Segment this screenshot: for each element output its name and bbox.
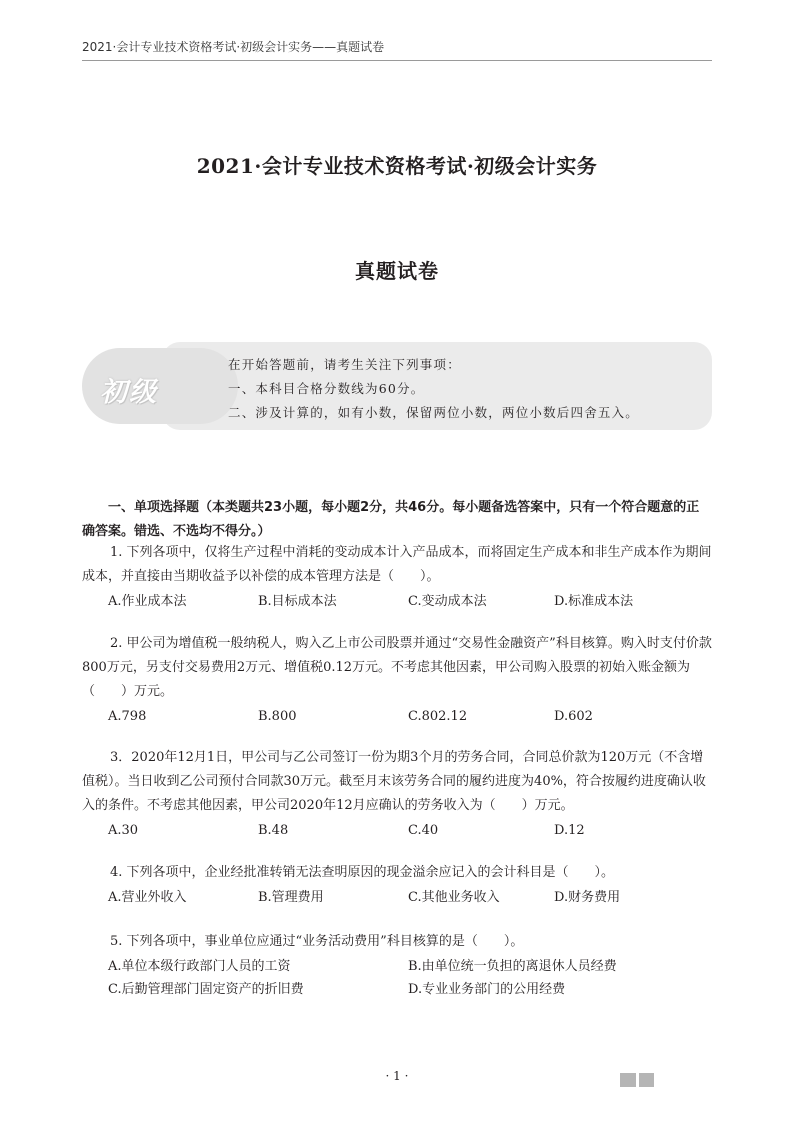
question-3: [82, 746, 712, 842]
option-d: D.标准成本法: [554, 594, 634, 609]
section-heading: 一、单项选择题（本类题共23小题，每小题2分，共46分。每小题备选答案中，只有一个符合题意的正确答案。错选、不选均不得分。）: [82, 500, 700, 539]
question-options: [82, 591, 712, 613]
footer-decoration: [620, 1073, 654, 1087]
question-stem: 1. 下列各项中，仅将生产过程中消耗的变动成本计入产品成本，而将固定生产成本和非生产成本作为期间成本，并直接由当期收益予以补偿的成本管理方法是（ ）。: [82, 545, 712, 584]
option-d: D.12: [554, 823, 585, 838]
option-c: C.802.12: [408, 709, 468, 724]
option-d: D.财务费用: [554, 890, 621, 905]
notice-text: [228, 353, 639, 425]
page-number: · 1 ·: [385, 1069, 409, 1083]
option-a: A.营业外收入: [108, 890, 187, 905]
option-b: B.管理费用: [258, 890, 324, 905]
question-stem: 5. 下列各项中，事业单位应通过“业务活动费用”科目核算的是（ ）。: [110, 934, 524, 949]
level-badge-text: 初级: [100, 377, 158, 408]
question-options: [82, 706, 712, 728]
level-badge: [82, 348, 238, 424]
option-d: D.602: [554, 709, 593, 724]
option-c: C.40: [408, 823, 439, 838]
question-stem: 3．2020年12月1日，甲公司与乙公司签订一份为期3个月的劳务合同，合同总价款为120万元（不含增值税）。当日收到乙公司预付合同款30万元。截至月末该劳务合同的履约进度为40%，符合按履约进度确认收入的条件。不考虑其他因素，甲公司2020年12月应确认的劳务收入为（ ）万元。: [82, 750, 706, 813]
document-subtitle: 真题试卷: [355, 259, 439, 283]
exam-notice: [82, 342, 712, 430]
option-a: A.798: [108, 709, 147, 724]
question-stem: 2. 甲公司为增值税一般纳税人，购入乙上市公司股票并通过“交易性金融资产”科目核算。购入时支付价款800万元，另支付交易费用2万元、增值税0.12万元。不考虑其他因素，甲公司购入股票的初始入账金额为（ ）万元。: [82, 636, 712, 699]
option-c: C.后勤管理部门固定资产的折旧费: [108, 982, 304, 997]
question-5: [82, 930, 712, 1002]
notice-line-intro: 在开始答题前，请考生关注下列事项：: [228, 357, 461, 372]
notice-line-rounding-rule: 二、涉及计算的，如有小数，保留两位小数，两位小数后四舍五入。: [228, 405, 640, 420]
question-4: [82, 861, 712, 909]
question-2: [82, 632, 712, 728]
option-a: A.作业成本法: [108, 594, 187, 609]
question-options: [82, 820, 712, 842]
notice-line-passing-score: 一、本科目合格分数线为60分。: [228, 381, 425, 396]
question-options: [82, 887, 712, 909]
question-1: [82, 541, 712, 613]
question-stem: 4. 下列各项中，企业经批准转销无法查明原因的现金溢余应记入的会计科目是（ ）。: [110, 865, 615, 880]
option-a: A.30: [108, 823, 139, 838]
option-d: D.专业业务部门的公用经费: [408, 982, 566, 997]
running-head: 2021·会计专业技术资格考试·初级会计实务——真题试卷: [82, 40, 385, 54]
document-title: 2021·会计专业技术资格考试·初级会计实务: [196, 154, 598, 178]
option-c: C.变动成本法: [408, 594, 487, 609]
option-b: B.由单位统一负担的离退休人员经费: [408, 959, 617, 974]
option-b: B.800: [258, 709, 297, 724]
option-c: C.其他业务收入: [408, 890, 500, 905]
question-options: [82, 956, 712, 1002]
option-b: B.48: [258, 823, 289, 838]
option-b: B.目标成本法: [258, 594, 337, 609]
option-a: A.单位本级行政部门人员的工资: [108, 959, 291, 974]
header-rule: [82, 60, 712, 61]
